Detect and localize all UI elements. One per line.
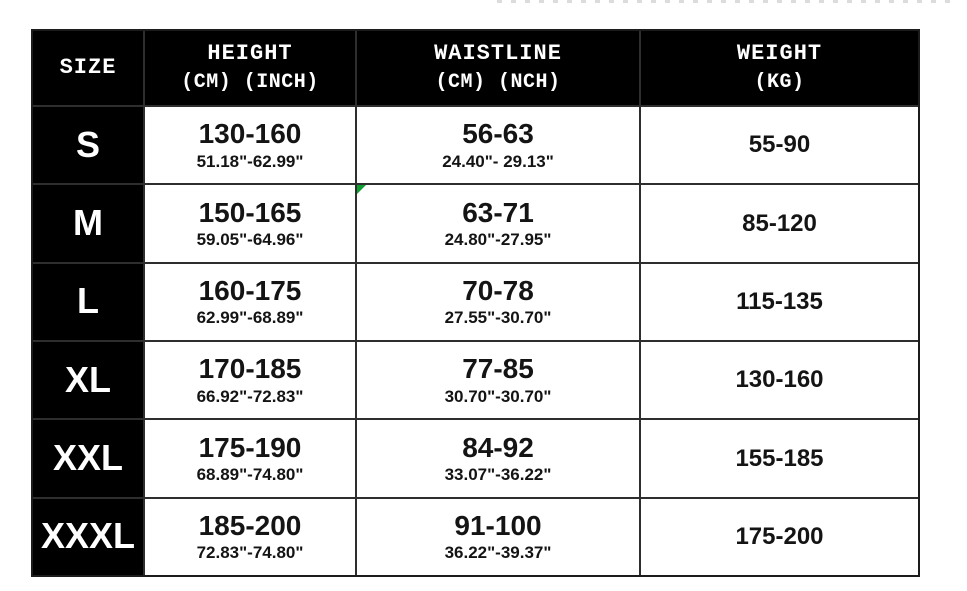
waistline-inch-value: 24.40"- 29.13" — [442, 151, 554, 171]
weight-cell — [641, 264, 918, 340]
waistline-cm-value: 63-71 — [462, 196, 534, 228]
waistline-cell — [357, 420, 639, 496]
column-header-label: WEIGHT — [736, 41, 823, 67]
height-inch-value: 66.92"-72.83" — [196, 386, 304, 406]
column-header-label: WAISTLINE — [434, 41, 562, 67]
waistline-inch-value: 36.22"-39.37" — [444, 543, 552, 563]
height-cell — [145, 420, 355, 496]
waistline-cell — [357, 499, 639, 575]
column-header-sublabel: (CM) (INCH) — [181, 71, 319, 95]
height-inch-value: 62.99"-68.89" — [196, 308, 304, 328]
weight-cell — [641, 107, 918, 183]
waistline-cm-value: 77-85 — [462, 353, 534, 385]
waistline-cell — [357, 185, 639, 261]
height-inch-value: 68.89"-74.80" — [196, 464, 304, 484]
height-inch-value: 59.05"-64.96" — [196, 229, 304, 249]
size-label-cell — [33, 420, 143, 496]
size-label: XXXL — [40, 515, 136, 557]
waistline-cell — [357, 264, 639, 340]
height-cell — [145, 107, 355, 183]
column-header-label: SIZE — [59, 55, 117, 81]
waistline-inch-value: 24.80"-27.95" — [444, 229, 552, 249]
weight-value: 175-200 — [735, 522, 824, 550]
waistline-inch-value: 30.70"-30.70" — [444, 386, 552, 406]
size-label: M — [73, 202, 103, 244]
weight-cell — [641, 185, 918, 261]
size-label-cell — [33, 499, 143, 575]
height-inch-value: 51.18"-62.99" — [196, 151, 304, 171]
weight-value: 55-90 — [748, 131, 811, 159]
height-cell — [145, 342, 355, 418]
column-header-sublabel: (KG) — [754, 71, 805, 95]
column-header-waistline — [357, 31, 639, 105]
green-corner-marker-icon — [357, 185, 366, 194]
height-inch-value: 72.83"-74.80" — [196, 543, 304, 563]
waistline-cm-value: 70-78 — [462, 275, 534, 307]
column-header-weight — [641, 31, 918, 105]
top-crop-artifact — [497, 0, 957, 3]
height-cm-value: 170-185 — [198, 353, 302, 385]
column-header-label: HEIGHT — [207, 41, 293, 67]
height-cm-value: 175-190 — [198, 431, 302, 463]
waistline-cm-value: 56-63 — [462, 118, 534, 150]
size-label-cell — [33, 185, 143, 261]
weight-cell — [641, 420, 918, 496]
size-label: L — [77, 280, 99, 322]
waistline-cm-value: 91-100 — [454, 510, 542, 542]
height-cell — [145, 499, 355, 575]
height-cm-value: 150-165 — [198, 196, 302, 228]
waistline-cell — [357, 107, 639, 183]
waistline-cm-value: 84-92 — [462, 431, 534, 463]
waistline-cell — [357, 342, 639, 418]
size-label-cell — [33, 107, 143, 183]
height-cm-value: 160-175 — [198, 275, 302, 307]
size-label: XL — [64, 358, 111, 400]
size-chart-table — [31, 29, 920, 577]
weight-value: 115-135 — [736, 287, 823, 315]
size-label: S — [75, 123, 100, 165]
column-header-height — [145, 31, 355, 105]
weight-cell — [641, 342, 918, 418]
weight-value: 85-120 — [742, 209, 817, 237]
height-cell — [145, 185, 355, 261]
waistline-inch-value: 33.07"-36.22" — [444, 464, 552, 484]
size-label-cell — [33, 264, 143, 340]
height-cm-value: 185-200 — [198, 510, 302, 542]
size-label: XXL — [52, 437, 123, 479]
waistline-inch-value: 27.55"-30.70" — [444, 308, 552, 328]
size-label-cell — [33, 342, 143, 418]
weight-cell — [641, 499, 918, 575]
column-header-sublabel: (CM) (NCH) — [435, 71, 561, 95]
height-cell — [145, 264, 355, 340]
height-cm-value: 130-160 — [198, 118, 302, 150]
weight-value: 130-160 — [735, 366, 824, 394]
column-header-size — [33, 31, 143, 105]
weight-value: 155-185 — [735, 444, 824, 472]
